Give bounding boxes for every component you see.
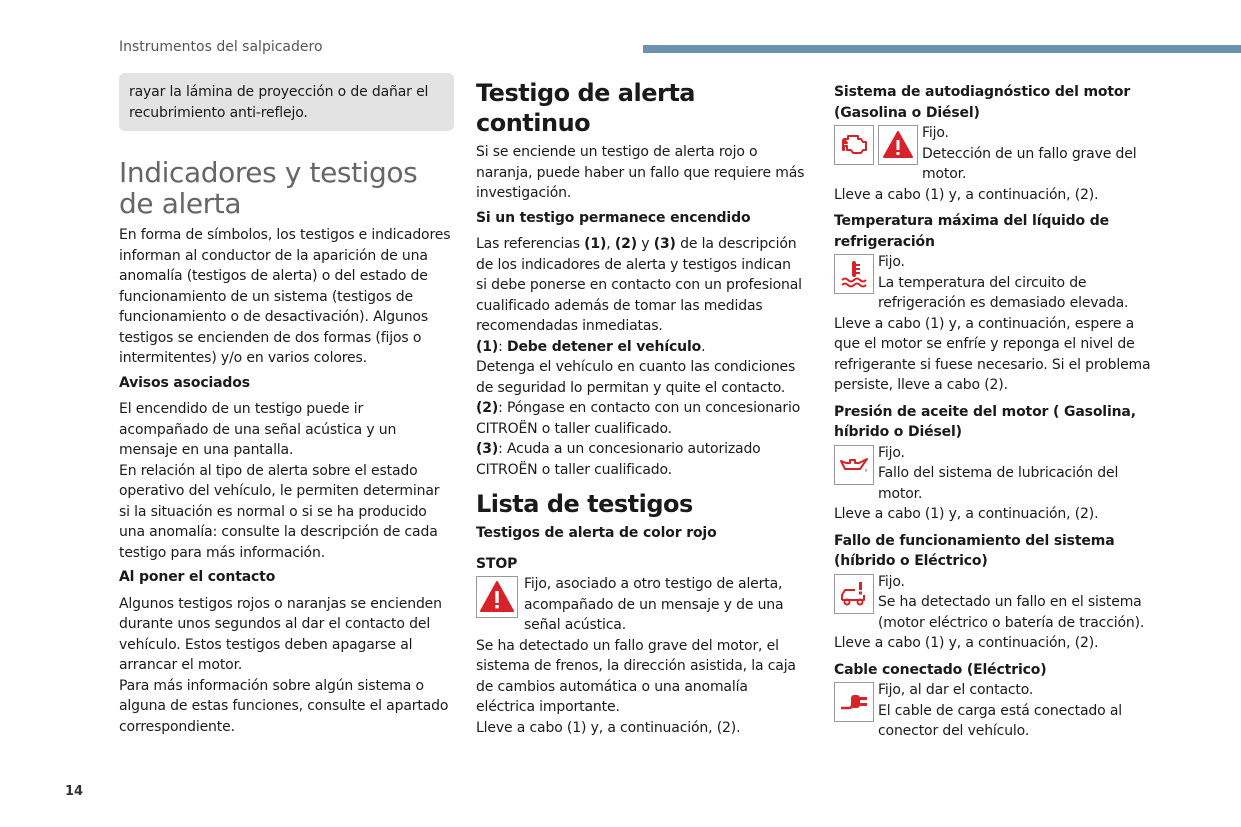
stop-action: Lleve a cabo (1) y, a continuación, (2). <box>476 719 741 736</box>
charging-plug-icon <box>834 682 874 722</box>
stop-entry <box>476 574 806 636</box>
intro-paragraph: En forma de símbolos, los testigos e indicadores informan al conductor de la aparición de una anomalía (testigos de alerta) o del estado de funcionamiento de un sistema (testigos de funcionamiento o de desactivación). Algunos testigos se encienden de dos formas (fijos o intermitentes) y/o en varios colores. <box>119 227 451 366</box>
coolant-temperature-icon <box>834 254 874 294</box>
oil-can-icon <box>834 445 874 485</box>
note-box: rayar la lámina de proyección o de dañar el recubrimiento anti-reflejo. <box>119 73 454 131</box>
column-1 <box>119 73 454 737</box>
references-paragraph: Las referencias (1), (2) y (3) de la descripción de los indicadores de alerta y testigos indican si debe ponerse en contacto con un profesional cualificado además de tomar las medidas recomendadas inmediatas. <box>476 236 802 334</box>
stop-warning-icon <box>476 576 518 618</box>
oil-pressure-entry <box>834 443 1154 505</box>
cable-connected-entry <box>834 680 1154 742</box>
header-accent-bar <box>643 45 1241 53</box>
coolant-temp-heading: Temperatura máxima del líquido de refrigeración <box>834 213 1109 250</box>
avisos-paragraph-2: En relación al tipo de alerta sobre el estado operativo del vehículo, le permiten determinar si la situación es normal o si se ha producido una anomalía: consulte la descripción de cada testigo para más información. <box>119 462 440 561</box>
oil-pressure-text: Fallo del sistema de lubricación del motor. <box>878 465 1119 502</box>
column-3 <box>834 82 1154 742</box>
red-warnings-heading: Testigos de alerta de color rojo <box>476 525 717 541</box>
continuous-alert-title: Testigo de alerta continuo <box>476 79 695 137</box>
engine-diagnosis-state: Fijo. <box>922 125 949 141</box>
stop-text: Fijo, asociado a otro testigo de alerta, acompañado de un mensaje y de una señal acústica. <box>524 576 784 633</box>
contacto-heading: Al poner el contacto <box>119 569 276 585</box>
system-fault-heading: Fallo de funcionamiento del sistema (híbrido o Eléctrico) <box>834 532 1115 569</box>
avisos-paragraph-1: El encendido de un testigo puede ir acompañado de una señal acústica y un mensaje en una pantalla. <box>119 401 397 458</box>
car-fault-icon <box>834 574 874 614</box>
engine-diagnosis-action: Lleve a cabo (1) y, a continuación, (2). <box>834 186 1099 203</box>
section-header: Instrumentos del salpicadero <box>119 39 323 55</box>
reference-1-text: Detenga el vehículo en cuanto las condiciones de seguridad lo permitan y quite el contacto. <box>476 359 796 396</box>
cable-connected-heading: Cable conectado (Eléctrico) <box>834 661 1047 678</box>
cable-connected-state: Fijo, al dar el contacto. <box>878 682 1034 698</box>
avisos-heading: Avisos asociados <box>119 374 250 391</box>
page-number: 14 <box>65 784 84 799</box>
reference-2: (2): Póngase en contacto con un concesionario CITROËN o taller cualificado. <box>476 400 801 437</box>
coolant-temp-action: Lleve a cabo (1) y, a continuación, espere a que el motor se enfríe y reponga el nivel de refrigerante si fuese necesario. Si el problema persiste, lleve a cabo (2). <box>834 315 1151 393</box>
oil-pressure-heading: Presión de aceite del motor ( Gasolina, híbrido o Diésel) <box>834 403 1136 440</box>
engine-diagnosis-entry <box>834 123 1154 185</box>
engine-diagnosis-text: Detección de un fallo grave del motor. <box>922 145 1137 182</box>
coolant-temp-text: La temperatura del circuito de refrigeración es demasiado elevada. <box>878 274 1129 311</box>
reference-1: (1): Debe detener el vehículo. <box>476 338 706 355</box>
system-fault-action: Lleve a cabo (1) y, a continuación, (2). <box>834 635 1099 651</box>
coolant-temp-entry <box>834 252 1154 314</box>
warning-list-title: Lista de testigos <box>476 490 693 518</box>
warning-triangle-icon <box>878 125 918 165</box>
engine-diagnosis-heading: Sistema de autodiagnóstico del motor (Gasolina o Diésel) <box>834 84 1131 121</box>
oil-pressure-action: Lleve a cabo (1) y, a continuación, (2). <box>834 506 1099 522</box>
column-2 <box>476 78 806 738</box>
coolant-temp-state: Fijo. <box>878 254 905 270</box>
oil-pressure-state: Fijo. <box>878 444 905 461</box>
continuous-alert-intro: Si se enciende un testigo de alerta rojo o naranja, puede haber un fallo que requiere más investigación. <box>476 144 805 201</box>
stop-detail: Se ha detectado un fallo grave del motor, el sistema de frenos, la dirección asistida, la caja de cambios automática o una anomalía eléctrica importante. <box>476 637 796 715</box>
system-fault-state: Fijo. <box>878 573 905 590</box>
section-title: Indicadores y testigos de alerta <box>119 156 418 220</box>
if-lit-heading: Si un testigo permanece encendido <box>476 209 751 226</box>
reference-3: (3): Acuda a un concesionario autorizado CITROËN o taller cualificado. <box>476 441 761 478</box>
engine-fault-icon <box>834 125 874 165</box>
system-fault-text: Se ha detectado un fallo en el sistema (motor eléctrico o batería de tracción). <box>878 594 1145 631</box>
contacto-paragraph-2: Para más información sobre algún sistema o alguna de estas funciones, consulte el apartado correspondiente. <box>119 677 449 735</box>
contacto-paragraph-1: Algunos testigos rojos o naranjas se encienden durante unos segundos al dar el contacto del vehículo. Estos testigos deben apagarse al arrancar el motor. <box>119 595 442 673</box>
cable-connected-text: El cable de carga está conectado al conector del vehículo. <box>878 702 1123 739</box>
stop-heading: STOP <box>476 555 518 572</box>
system-fault-entry <box>834 572 1154 634</box>
